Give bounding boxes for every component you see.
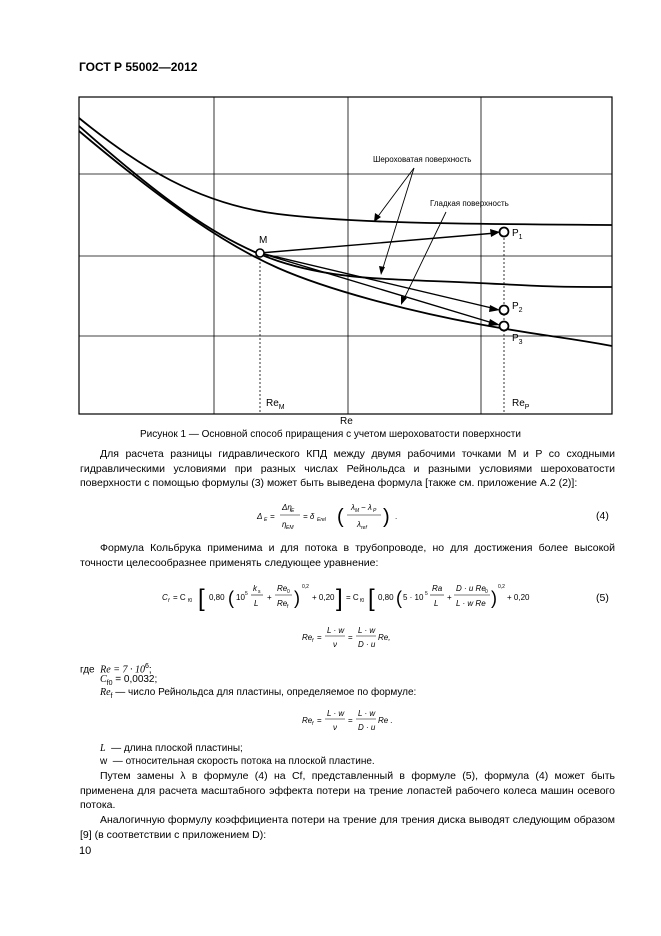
svg-text:Δη: Δη [282,503,292,512]
svg-text:0,80: 0,80 [378,593,394,602]
arrow-head-p3 [488,319,500,326]
label-p2: $P_2$ [512,301,523,314]
svg-text:E: E [291,508,295,514]
svg-text:=: = [270,512,275,521]
svg-text:L · w Re: L · w Re [456,599,486,608]
arrow-head-p2 [489,305,500,312]
svg-text:+ 0,20: + 0,20 [507,593,530,602]
svg-text:λ: λ [351,503,355,512]
svg-text:(: ( [228,588,234,608]
where-w: w — относительная скорость потока на плоской пластине. [100,756,375,767]
arrow-head-p1 [490,229,500,237]
svg-text:=: = [348,633,353,642]
svg-text:L: L [434,599,439,608]
paragraph-2: Формула Кольбрука применима и для потока в трубопроводе, но для достижения более высокой точности целесообразнее применять следующее уравнение: [80,542,615,569]
svg-text:): ) [294,588,300,608]
svg-text:0,2: 0,2 [498,584,505,590]
friction-figure [78,96,614,426]
svg-text:[: [ [368,585,375,612]
svg-text:0,80: 0,80 [209,593,225,602]
svg-text:L · w: L · w [327,626,345,635]
where-cf0: $C_{f0} = 0,0032$; [100,674,158,687]
svg-text:M: M [355,508,360,514]
label-m: M [259,235,268,246]
svg-text:L · w: L · w [327,709,345,718]
svg-text:Re: Re [277,584,288,593]
svg-text:L · w: L · w [358,709,376,718]
svg-text:f0: f0 [188,598,193,604]
figure-frame [79,97,612,414]
paragraph-4: Аналогичную формулу коэффициента потери на трение для трения диска выводят следующим образом [9] (в соответствии с приложением D): [80,814,615,841]
point-p3 [500,322,509,331]
svg-text:5: 5 [245,591,248,597]
svg-text:= C: = C [173,593,186,602]
svg-text:L · w: L · w [358,626,376,635]
svg-text:ν: ν [333,723,337,732]
point-m [256,249,264,257]
curve-smooth [79,131,612,346]
label-p1: $P_1$ [512,228,523,241]
label-re-p: $Re_P$ [512,398,530,411]
curve-rough-lower [79,126,612,287]
leader-smooth [403,212,446,301]
svg-text:f: f [312,721,314,727]
point-p2 [500,306,509,315]
formula-4-number: (4) [596,510,609,522]
svg-text:C: C [162,593,168,602]
svg-text:=: = [317,716,322,725]
x-axis-label: Re [340,416,353,426]
arrow-m-p1 [260,233,496,253]
formula-5 [160,576,530,618]
label-re-m: $Re_M$ [266,398,285,411]
svg-text:k: k [253,584,257,593]
svg-text:Ra: Ra [432,584,443,593]
svg-text:.: . [395,512,398,521]
formula-ref-1 [300,622,400,654]
svg-text:λ: λ [357,520,361,529]
svg-text:=: = [348,716,353,725]
paragraph-1: Для расчета разницы гидравлического КПД между двумя рабочими точками M и P со сходными гидравлическими условиями при разных числах Рейнольдса и разными условиями шероховатости поверхности с помощью формулы (3) может быть выведена формула [также см. приложение A.2 (2)]: [80,448,615,490]
svg-text:D · u: D · u [358,640,376,649]
svg-text:D · u: D · u [358,723,376,732]
where-re: где $Re = 7 \cdot 10^6$; [80,663,152,676]
svg-text:L: L [254,599,259,608]
arrow-m-p3 [260,253,496,324]
svg-text:[: [ [198,585,205,612]
svg-text:f: f [312,638,314,644]
svg-text:Re,: Re, [378,633,391,642]
svg-text:f: f [287,604,289,610]
label-rough: Шероховатая поверхность [373,155,472,164]
svg-text:D · u Re: D · u Re [456,584,486,593]
leader-rough-1 [376,168,414,219]
svg-text:+ 0,20: + 0,20 [312,593,335,602]
leader-rough-2 [382,168,414,271]
svg-text:= C: = C [346,593,359,602]
svg-text:ν: ν [333,640,337,649]
formula-5-number: (5) [596,592,609,604]
svg-text:Re .: Re . [378,716,393,725]
svg-text:): ) [383,506,390,528]
svg-text:ref: ref [361,525,367,531]
svg-text:0,2: 0,2 [302,584,309,590]
svg-text:5 · 10: 5 · 10 [403,593,424,602]
svg-text:Erel: Erel [317,517,326,523]
svg-text:EM: EM [286,525,294,531]
where-l: L — длина плоской пластины; [100,743,243,754]
svg-text:(: ( [337,506,344,528]
svg-text:− λ: − λ [361,503,372,512]
svg-text:f0: f0 [360,598,365,604]
formula-ref-2 [300,705,400,737]
svg-text:=: = [317,633,322,642]
svg-text:Δ: Δ [257,512,263,521]
curve-rough-upper [79,118,612,225]
formula-4 [255,497,435,537]
svg-text:Re: Re [302,633,313,642]
svg-text:]: ] [336,585,343,612]
svg-text:+: + [447,593,452,602]
svg-text:f: f [168,598,170,604]
svg-text:0: 0 [287,589,290,595]
svg-text:Re: Re [302,716,313,725]
svg-text:s: s [258,589,261,595]
svg-text:): ) [491,588,497,608]
page-number: 10 [79,845,92,857]
where-ref: $Re_f$ — число Рейнольдса для пластины, определяемое по формуле: [100,687,417,700]
svg-text:η: η [282,520,287,529]
svg-text:0: 0 [485,589,488,595]
label-smooth: Гладкая поверхность [430,199,509,208]
svg-text:5: 5 [425,591,428,597]
svg-text:P: P [373,508,377,514]
svg-text:E: E [264,517,268,523]
svg-text:+: + [267,593,272,602]
svg-text:= δ: = δ [303,512,315,521]
figure-caption: Рисунок 1 — Основной способ приращения с учетом шероховатости поверхности [140,429,521,440]
label-p3: $P_3$ [512,333,523,346]
svg-text:10: 10 [236,593,245,602]
svg-text:Re: Re [277,599,288,608]
svg-text:(: ( [396,588,402,608]
paragraph-3: Путем замены λ в формуле (4) на Cf, представленный в формуле (5), формула (4) может быть применена для расчета масштабного эффекта потери на трение лопастей рабочего колеса машин осевого потока. [80,770,615,812]
document-header: ГОСТ Р 55002—2012 [79,60,198,74]
point-p1 [500,228,509,237]
